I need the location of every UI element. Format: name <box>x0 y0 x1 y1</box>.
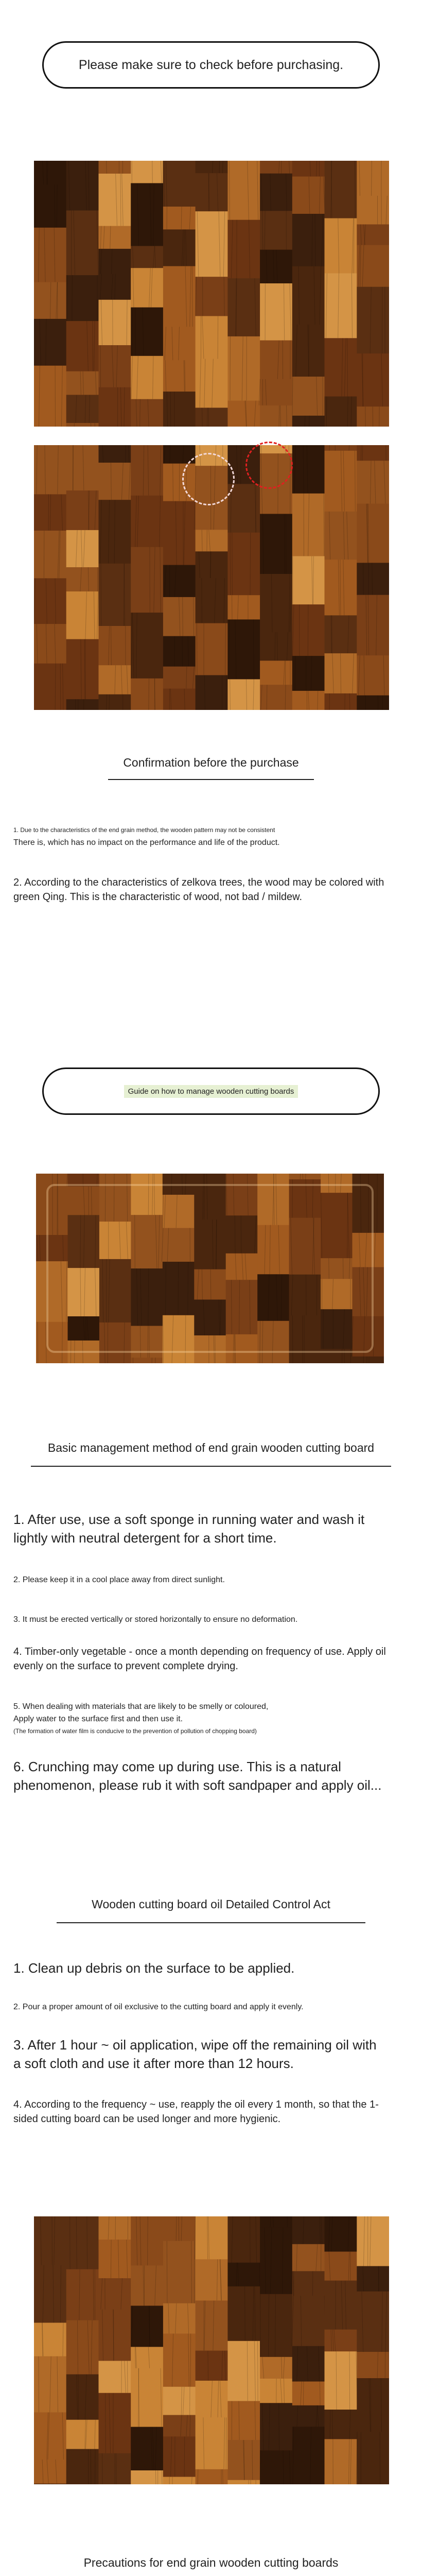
wood-grain-line <box>287 2216 288 2227</box>
wood-block <box>353 1174 384 1233</box>
wood-block <box>357 2216 389 2266</box>
wood-block <box>260 2357 292 2379</box>
wood-block <box>99 1174 131 1222</box>
wood-block <box>357 287 389 354</box>
wood-grain-line <box>252 2440 253 2480</box>
wood-block <box>357 161 389 196</box>
wood-block <box>325 2351 357 2410</box>
wood-block <box>196 2351 228 2381</box>
wood-block <box>194 1174 226 1220</box>
wood-block <box>325 2281 357 2330</box>
wood-block <box>196 578 228 623</box>
wood-block <box>131 2368 163 2427</box>
wood-block <box>163 1195 195 1228</box>
wood-block <box>196 530 228 552</box>
wood-block <box>34 319 66 366</box>
wood-block <box>292 656 325 691</box>
wood-grain-line <box>75 699 76 710</box>
wood-block <box>325 2439 357 2484</box>
wood-block <box>260 174 292 211</box>
wood-block <box>292 377 325 416</box>
wood-block <box>131 1326 163 1358</box>
wood-block <box>292 2296 325 2346</box>
wood-grain-line <box>115 2216 116 2240</box>
wood-block <box>99 174 131 226</box>
wood-block <box>163 1315 195 1363</box>
wood-block <box>257 1274 289 1321</box>
wood-grain-line <box>355 451 356 512</box>
wood-grain-line <box>172 2477 173 2485</box>
wood-block <box>325 397 357 427</box>
oil-title: Wooden cutting board oil Detailed Control Act <box>92 1897 330 1911</box>
check-banner <box>42 41 380 89</box>
oil-item-4: 4. According to the frequency ~ use, reapply the oil every 1 month, so that the 1-sided cutting board can be used longer and more hygienic. <box>13 2099 379 2125</box>
wood-block <box>227 619 260 680</box>
wood-block <box>34 184 66 228</box>
wood-block <box>131 2470 163 2484</box>
wood-block <box>260 660 292 685</box>
wood-grain-line <box>367 504 368 563</box>
wood-block <box>34 2412 66 2460</box>
wood-block <box>99 249 131 275</box>
wood-block <box>227 2480 260 2484</box>
wood-block <box>357 2378 389 2432</box>
wood-block <box>99 300 131 346</box>
wood-block <box>36 1174 68 1235</box>
wood-block <box>34 2323 66 2357</box>
wood-block <box>257 1225 289 1275</box>
wood-block <box>227 336 260 401</box>
wood-grain-line <box>349 2351 350 2410</box>
wood-block <box>196 2259 228 2301</box>
basic-item-6: 6. Crunching may come up during use. This is a natural phenomenon, please rub it with soft sandpaper and apply oil... <box>13 1759 382 1793</box>
wood-block <box>131 547 163 613</box>
wood-block <box>66 567 99 592</box>
wood-block <box>66 2320 99 2375</box>
basic-item-1: 1. After use, use a soft sponge in running water and wash it lightly with neutral detergent for a short time. <box>13 1512 365 1546</box>
wood-block <box>131 2265 163 2306</box>
wood-block <box>131 1215 163 1268</box>
wood-block <box>131 2306 163 2347</box>
wood-block <box>68 1268 100 1316</box>
wood-block <box>66 275 99 321</box>
wood-block <box>99 2393 131 2454</box>
wood-block <box>66 395 99 423</box>
wood-block <box>163 689 196 710</box>
wood-block <box>196 2300 228 2351</box>
wood-grain-line <box>190 2334 191 2387</box>
green-tinge-marker-circle <box>245 442 293 489</box>
wood-grain-line <box>72 275 73 321</box>
wood-block <box>196 551 228 578</box>
wood-grain-line <box>379 406 380 427</box>
wood-grain-line <box>93 2269 94 2320</box>
wood-block <box>196 277 228 316</box>
wood-block <box>357 225 389 246</box>
wood-block <box>325 2330 357 2352</box>
wood-block <box>99 2278 131 2310</box>
wood-block <box>325 2410 357 2439</box>
wood-block <box>260 574 292 633</box>
wood-block <box>194 1335 226 1363</box>
wood-grain-line <box>70 2216 71 2269</box>
confirm-title: Confirmation before the purchase <box>123 756 299 769</box>
wood-block <box>131 161 163 183</box>
wood-block <box>34 531 66 579</box>
oil-title-underline <box>57 1922 365 1923</box>
wood-grain-line <box>230 533 231 596</box>
wood-block <box>194 1300 226 1336</box>
wood-block <box>163 392 196 427</box>
wood-block <box>66 161 99 211</box>
wood-block <box>66 699 99 710</box>
wood-block <box>34 445 66 495</box>
wood-block <box>260 685 292 710</box>
wood-block <box>321 1174 353 1193</box>
wood-block <box>227 679 260 710</box>
wood-block <box>34 2265 66 2323</box>
wood-block <box>66 639 99 700</box>
wood-block <box>226 1174 258 1216</box>
wood-block <box>163 2241 196 2303</box>
wood-block <box>321 1258 353 1279</box>
wood-block <box>163 2436 196 2477</box>
wood-block <box>34 578 66 624</box>
basic-item-3: 3. It must be erected vertically or stored horizontally to ensure no deformation. <box>13 1615 298 1624</box>
wood-block <box>353 1357 384 1363</box>
wood-block <box>131 1358 163 1363</box>
wood-block <box>196 2216 228 2260</box>
wood-block <box>357 2352 389 2379</box>
basic-title-underline <box>31 1466 391 1467</box>
cutting-board-photo-groove <box>36 1174 384 1363</box>
wood-block <box>66 423 99 427</box>
wood-block <box>289 1275 321 1316</box>
wood-block <box>194 1219 226 1269</box>
wood-block <box>66 2449 99 2485</box>
wood-grain-line <box>347 338 348 396</box>
wood-block <box>325 615 357 653</box>
wood-block <box>131 356 163 399</box>
wood-block <box>227 161 260 220</box>
wood-block <box>357 2292 389 2352</box>
wood-block <box>292 2271 325 2296</box>
wood-block <box>163 2387 196 2415</box>
wood-block <box>66 2269 99 2321</box>
wood-block <box>226 1280 258 1334</box>
wood-grain-line <box>306 1275 307 1316</box>
wood-block <box>260 514 292 574</box>
wood-block <box>66 2216 99 2269</box>
faint-marker-circle <box>182 453 235 505</box>
wood-block <box>292 214 325 266</box>
wood-block <box>66 530 99 568</box>
wood-grain-line <box>363 563 364 595</box>
wood-block <box>196 408 228 427</box>
confirm-item-2: 2. According to the characteristics of zelkova trees, the wood may be colored with green Qing. This is the characteristic of wood, not bad / mildew. <box>13 877 384 903</box>
wood-block <box>131 679 163 710</box>
wood-grain-line <box>124 564 125 626</box>
wood-block <box>194 1269 226 1300</box>
wood-block <box>34 2460 66 2484</box>
cutting-board-photo-bottom <box>34 2216 389 2484</box>
wood-block <box>66 2375 99 2420</box>
wood-block <box>163 2415 196 2437</box>
wood-block <box>357 2266 389 2292</box>
wood-block <box>357 696 389 710</box>
wood-block <box>325 451 357 512</box>
wood-grain-line <box>260 2294 261 2357</box>
wood-block <box>226 1253 258 1280</box>
wood-block <box>99 2240 131 2279</box>
wood-block <box>34 161 66 185</box>
wood-block <box>196 2417 228 2469</box>
wood-block <box>163 229 196 266</box>
wood-block <box>99 345 131 387</box>
wood-block <box>292 416 325 427</box>
confirm-title-underline <box>108 779 314 780</box>
wood-block <box>260 2403 292 2451</box>
wood-block <box>357 445 389 461</box>
wood-block <box>353 1233 384 1267</box>
wood-block <box>163 565 196 598</box>
wood-block <box>227 595 260 620</box>
wood-block <box>99 2361 131 2393</box>
wood-block <box>131 613 163 679</box>
oil-item-2: 2. Pour a proper amount of oil exclusive to the cutting board and apply it evenly. <box>13 2003 304 2011</box>
wood-block <box>357 196 389 225</box>
wood-block <box>227 533 260 596</box>
wood-block <box>66 371 99 395</box>
wood-block <box>131 1268 163 1326</box>
wood-block <box>131 399 163 427</box>
wood-block <box>260 405 292 427</box>
basic-title: Basic management method of end grain wooden cutting board <box>47 1441 375 1454</box>
basic-item-5-note: (The formation of water film is conducive to the prevention of pollution of chopping board) <box>13 1727 257 1735</box>
wood-block <box>325 161 357 218</box>
wood-block <box>196 211 228 277</box>
wood-block <box>34 664 66 710</box>
wood-block <box>36 1322 68 1363</box>
wood-grain-line <box>88 2449 89 2485</box>
wood-block <box>260 161 292 174</box>
basic-item-2: 2. Please keep it in a cool place away from direct sunlight. <box>13 1575 225 1584</box>
wood-block <box>289 1174 321 1180</box>
wood-block <box>196 316 228 360</box>
wood-block <box>99 161 131 174</box>
confirm-item-1-line-2: There is, which has no impact on the performance and life of the product. <box>13 838 280 847</box>
wood-block <box>36 1261 68 1322</box>
wood-block <box>99 1259 131 1323</box>
precautions-title: Precautions for end grain wooden cutting boards <box>83 2556 339 2569</box>
wood-block <box>163 2477 196 2485</box>
wood-grain-line <box>169 689 170 710</box>
wood-block <box>99 1323 131 1363</box>
wood-block <box>131 1174 163 1215</box>
wood-grain-line <box>355 161 356 218</box>
wood-block <box>292 604 325 656</box>
wood-block <box>357 245 389 287</box>
wood-block <box>357 353 389 407</box>
wood-grain-line <box>184 2436 185 2477</box>
wood-block <box>196 675 228 710</box>
wood-block <box>66 490 99 530</box>
wood-block <box>292 445 325 494</box>
wood-grain-line <box>328 1174 329 1193</box>
wood-grain-line <box>149 2306 150 2347</box>
wood-block <box>163 501 196 565</box>
wood-block <box>292 2427 325 2484</box>
wood-block <box>289 1315 321 1363</box>
oil-item-1: 1. Clean up debris on the surface to be applied. <box>13 1960 295 1976</box>
wood-block <box>260 379 292 406</box>
wood-grain-line <box>382 696 383 710</box>
wood-block <box>163 2216 196 2241</box>
wood-block <box>99 564 131 626</box>
wood-block <box>260 2450 292 2484</box>
wood-grain-line <box>230 336 231 401</box>
wood-block <box>131 246 163 268</box>
wood-block <box>99 463 131 500</box>
confirm-item-1-line-1: 1. Due to the characteristics of the end grain method, the wooden pattern may not be consistent <box>13 826 275 834</box>
wood-block <box>325 338 357 397</box>
wood-block <box>163 667 196 689</box>
cutting-board-photo-top <box>34 161 389 427</box>
wood-block <box>260 2294 292 2358</box>
wood-block <box>99 387 131 427</box>
wood-block <box>260 283 292 341</box>
guide-banner-text: Guide on how to manage wooden cutting boards <box>124 1085 298 1098</box>
wood-block <box>292 556 325 605</box>
wood-block <box>196 173 228 212</box>
wood-block <box>66 211 99 276</box>
wood-block <box>260 341 292 380</box>
wood-block <box>66 445 99 490</box>
wood-block <box>226 1334 258 1363</box>
wood-block <box>292 161 325 177</box>
wood-block <box>357 595 389 656</box>
wood-block <box>357 2432 389 2484</box>
wood-block <box>226 1215 258 1253</box>
wood-block <box>131 2427 163 2471</box>
wood-block <box>357 504 389 563</box>
wood-block <box>131 445 163 496</box>
wood-block <box>34 624 66 664</box>
wood-block <box>131 308 163 357</box>
wood-block <box>353 1267 384 1317</box>
guide-banner <box>42 1067 380 1115</box>
basic-item-5-line-2: Apply water to the surface first and then use it. <box>13 1715 183 1723</box>
wood-block <box>321 1279 353 1309</box>
wood-block <box>196 623 228 675</box>
wood-block <box>163 161 196 207</box>
wood-block <box>34 2216 66 2265</box>
wood-block <box>66 2420 99 2449</box>
wood-block <box>163 2303 196 2334</box>
wood-grain-line <box>343 1258 344 1279</box>
wood-grain-line <box>286 514 287 574</box>
wood-block <box>163 360 196 392</box>
oil-item-3: 3. After 1 hour ~ oil application, wipe off the remaining oil with a soft cloth and use it after more than 12 hours. <box>13 2037 377 2071</box>
wood-block <box>131 2216 163 2266</box>
wood-block <box>99 2310 131 2361</box>
wood-block <box>131 268 163 308</box>
wood-block <box>289 1218 321 1275</box>
wood-block <box>357 563 389 595</box>
wood-grain-line <box>250 533 251 596</box>
wood-block <box>321 1309 353 1349</box>
wood-block <box>163 636 196 667</box>
wood-block <box>131 183 163 246</box>
basic-item-5-line-1: 5. When dealing with materials that are likely to be smelly or coloured, <box>13 1702 269 1711</box>
wood-block <box>99 2216 131 2240</box>
wood-block <box>260 2216 292 2228</box>
wood-grain-line <box>178 1262 179 1315</box>
check-banner-text: Please make sure to check before purchasing. <box>78 57 344 72</box>
basic-item-4: 4. Timber-only vegetable - once a month depending on frequency of use. Apply oil evenly on the surface to prevent complete drying. <box>13 1646 386 1672</box>
wood-grain-line <box>232 533 233 596</box>
wood-block <box>227 2263 260 2287</box>
wood-block <box>99 626 131 666</box>
wood-block <box>99 694 131 710</box>
